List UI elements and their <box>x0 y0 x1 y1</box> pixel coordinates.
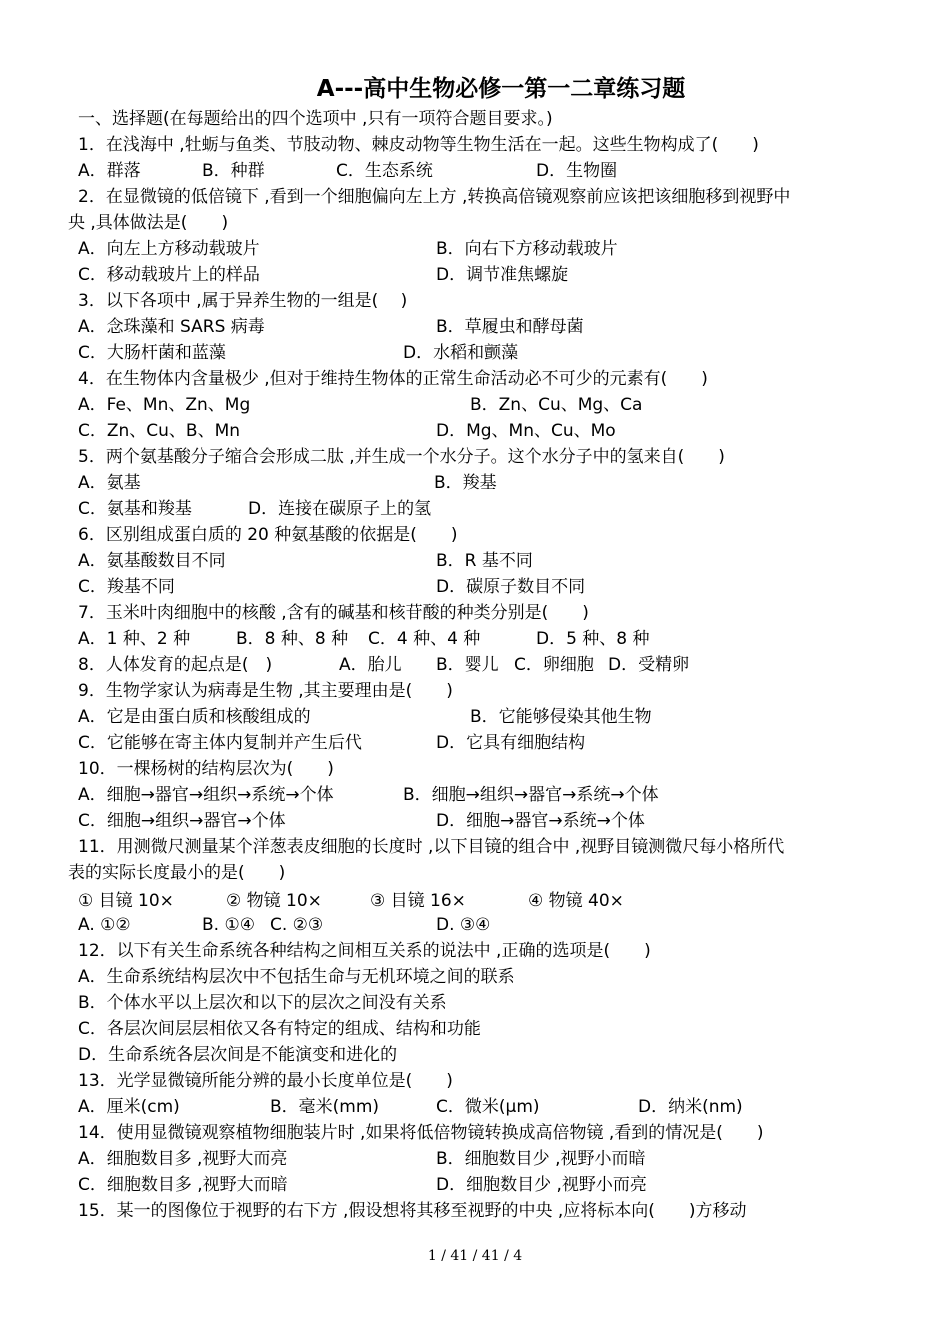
lens-item: ① 目镜 10× <box>78 891 174 911</box>
option: A．氨基 <box>78 473 141 493</box>
option: C．4 种、4 种 <box>368 629 481 649</box>
question-10-stem: 10．一棵杨树的结构层次为( ) <box>78 759 334 779</box>
option: A．群落 <box>78 161 141 181</box>
question-14-stem: 14．使用显微镜观察植物细胞装片时 ,如果将低倍物镜转换成高倍物镜 ,看到的情况是( ) <box>78 1123 764 1143</box>
option: B. ①④ <box>202 915 255 935</box>
option: C．细胞→组织→器官→个体 <box>78 811 286 831</box>
question-7-stem: 7．玉米叶肉细胞中的核酸 ,含有的碱基和核苷酸的种类分别是( ) <box>78 603 589 623</box>
option: B．毫米(mm) <box>270 1097 380 1117</box>
option: B．向右下方移动载玻片 <box>436 239 618 259</box>
section-heading: 一、选择题(在每题给出的四个选项中 ,只有一项符合题目要求。) <box>78 109 553 129</box>
question-3-stem: 3．以下各项中 ,属于异养生物的一组是( ) <box>78 291 408 311</box>
option: D．Mg、Mn、Cu、Mo <box>436 421 616 441</box>
option: B．细胞数目少 ,视野小而暗 <box>436 1149 646 1169</box>
option: A．胎儿 <box>339 655 402 675</box>
option: A．厘米(cm) <box>78 1097 180 1117</box>
option: C．羧基不同 <box>78 577 175 597</box>
question-5-stem: 5．两个氨基酸分子缩合会形成二肽 ,并生成一个水分子。这个水分子中的氢来自( ) <box>78 447 725 467</box>
option: B．草履虫和酵母菌 <box>436 317 584 337</box>
question-2-stem: 2．在显微镜的低倍镜下 ,看到一个细胞偏向左上方 ,转换高倍镜观察前应该把该细胞移到视野中 <box>78 187 791 207</box>
option: D．碳原子数目不同 <box>436 577 586 597</box>
option: A．Fe、Mn、Zn、Mg <box>78 395 251 415</box>
option: D．调节准焦螺旋 <box>436 265 569 285</box>
question-12-option-d: D．生命系统各层次间是不能演变和进化的 <box>78 1045 398 1065</box>
option: D．纳米(nm) <box>638 1097 743 1117</box>
option: A. ①② <box>78 915 131 935</box>
option: D. ③④ <box>436 915 491 935</box>
option: C．生态系统 <box>336 161 433 181</box>
question-13-stem: 13．光学显微镜所能分辨的最小长度单位是( ) <box>78 1071 453 1091</box>
question-6-stem: 6．区别组成蛋白质的 20 种氨基酸的依据是( ) <box>78 525 458 545</box>
question-12-option-b: B．个体水平以上层次和以下的层次之间没有关系 <box>78 993 447 1013</box>
question-12-stem: 12．以下有关生命系统各种结构之间相互关系的说法中 ,正确的选项是( ) <box>78 941 651 961</box>
lens-item: ② 物镜 10× <box>226 891 322 911</box>
document-title: A---高中生物必修一第一二章练习题 <box>316 76 686 102</box>
option: A．1 种、2 种 <box>78 629 191 649</box>
option: C．Zn、Cu、B、Mn <box>78 421 241 441</box>
option: B．8 种、8 种 <box>236 629 349 649</box>
question-4-stem: 4．在生物体内含量极少 ,但对于维持生物体的正常生命活动必不可少的元素有( ) <box>78 369 708 389</box>
option: A．细胞→器官→组织→系统→个体 <box>78 785 334 805</box>
lens-item: ④ 物镜 40× <box>528 891 624 911</box>
option: C．微米(μm) <box>436 1097 540 1117</box>
question-11-stem: 11．用测微尺测量某个洋葱表皮细胞的长度时 ,以下目镜的组合中 ,视野目镜测微尺每小格所代 <box>78 837 785 857</box>
option: B．婴儿 <box>436 655 499 675</box>
question-1-stem: 1．在浅海中 ,牡蛎与鱼类、节肢动物、棘皮动物等生物生活在一起。这些生物构成了( ) <box>78 135 759 155</box>
option: A．氨基酸数目不同 <box>78 551 226 571</box>
option: C．它能够在寄主体内复制并产生后代 <box>78 733 362 753</box>
option: A．它是由蛋白质和核酸组成的 <box>78 707 311 727</box>
question-11-stem-cont: 表的实际长度最小的是( ) <box>68 863 286 883</box>
question-12-option-c: C．各层次间层层相依又各有特定的组成、结构和功能 <box>78 1019 481 1039</box>
question-9-stem: 9．生物学家认为病毒是生物 ,其主要理由是( ) <box>78 681 453 701</box>
option: D．它具有细胞结构 <box>436 733 586 753</box>
option: D．5 种、8 种 <box>536 629 650 649</box>
question-8-stem: 8．人体发育的起点是( ) <box>78 655 273 675</box>
question-12-option-a: A．生命系统结构层次中不包括生命与无机环境之间的联系 <box>78 967 515 987</box>
option: C．移动载玻片上的样品 <box>78 265 260 285</box>
question-2-stem-cont: 央 ,具体做法是( ) <box>68 213 229 233</box>
option: A．细胞数目多 ,视野大而亮 <box>78 1149 288 1169</box>
option: C．大肠杆菌和蓝藻 <box>78 343 226 363</box>
option: D．连接在碳原子上的氢 <box>248 499 432 519</box>
option: D．细胞→器官→系统→个体 <box>436 811 645 831</box>
option: B．Zn、Cu、Mg、Ca <box>470 395 643 415</box>
option: B．种群 <box>202 161 265 181</box>
option: D．受精卵 <box>608 655 690 675</box>
page-number: 1 / 41 / 41 / 4 <box>427 1248 523 1264</box>
option: B．R 基不同 <box>436 551 533 571</box>
lens-item: ③ 目镜 16× <box>370 891 466 911</box>
option: B．细胞→组织→器官→系统→个体 <box>403 785 659 805</box>
option: A．向左上方移动载玻片 <box>78 239 260 259</box>
option: C．氨基和羧基 <box>78 499 192 519</box>
option: C．卵细胞 <box>514 655 594 675</box>
question-15-stem: 15．某一的图像位于视野的右下方 ,假设想将其移至视野的中央 ,应将标本向( )方移动 <box>78 1201 747 1221</box>
option: A．念珠藻和 SARS 病毒 <box>78 317 265 337</box>
option: C. ②③ <box>270 915 324 935</box>
option: B．它能够侵染其他生物 <box>470 707 652 727</box>
option: D．水稻和颤藻 <box>403 343 519 363</box>
option: C．细胞数目多 ,视野大而暗 <box>78 1175 288 1195</box>
option: B．羧基 <box>434 473 497 493</box>
option: D．生物圈 <box>536 161 618 181</box>
option: D．细胞数目少 ,视野小而亮 <box>436 1175 647 1195</box>
